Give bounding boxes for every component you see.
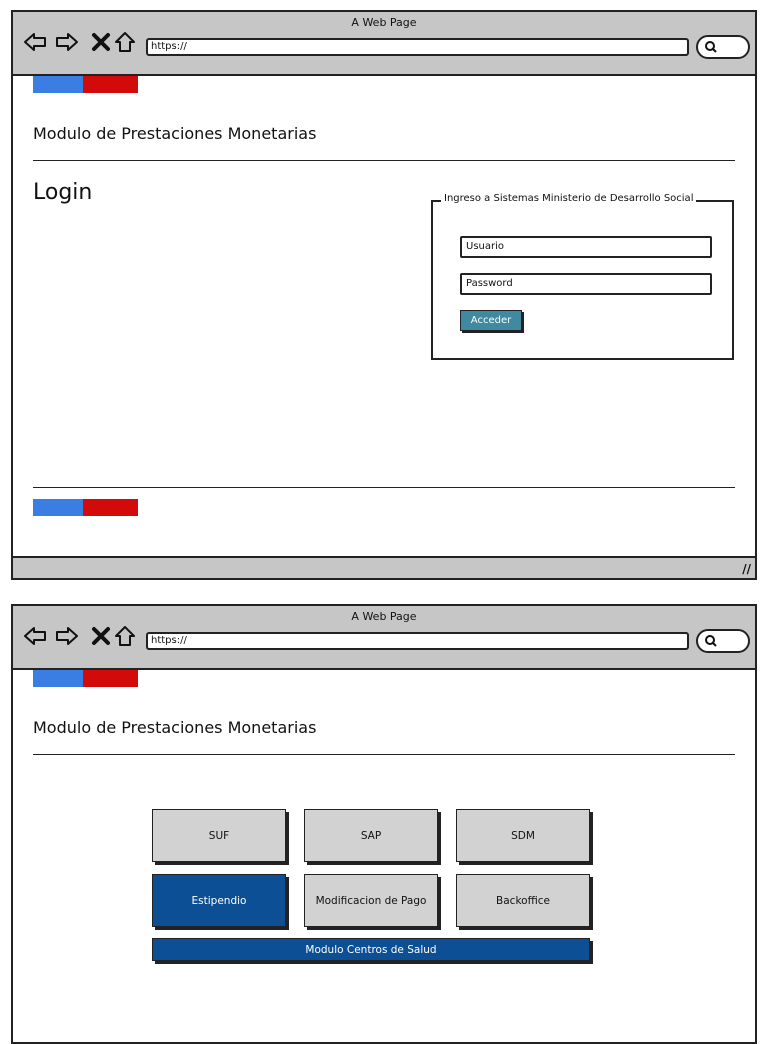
tile-estipendio[interactable]: Estipendio: [152, 874, 286, 927]
back-arrow-icon[interactable]: [23, 30, 47, 54]
forward-arrow-icon[interactable]: [55, 624, 79, 648]
header-divider: [33, 160, 735, 161]
url-bar[interactable]: https://: [146, 632, 689, 650]
browser-chrome: [13, 606, 755, 670]
tile-backoffice[interactable]: Backoffice: [456, 874, 590, 927]
home-icon[interactable]: [113, 624, 137, 648]
footer-flag-logo: [33, 499, 138, 516]
login-panel: [431, 193, 734, 360]
home-icon[interactable]: [113, 30, 137, 54]
close-icon[interactable]: [89, 30, 113, 54]
resize-grip-icon[interactable]: //: [742, 562, 751, 576]
header-flag-logo: [33, 76, 138, 93]
login-button[interactable]: Acceder: [460, 310, 522, 331]
module-title: Modulo de Prestaciones Monetarias: [33, 718, 317, 737]
browser-chrome: [13, 12, 755, 76]
window-title: A Web Page: [351, 16, 417, 29]
tile-suf[interactable]: SUF: [152, 809, 286, 862]
tile-sdm[interactable]: SDM: [456, 809, 590, 862]
header-flag-logo: [33, 670, 138, 687]
tile-modulo-centros-de-salud[interactable]: Modulo Centros de Salud: [152, 938, 590, 961]
search-icon: [704, 40, 718, 54]
search-icon: [704, 634, 718, 648]
header-divider: [33, 754, 735, 755]
login-panel-legend: Ingreso a Sistemas Ministerio de Desarrollo Social: [441, 193, 696, 204]
footer-divider: [33, 487, 735, 488]
password-field[interactable]: Password: [460, 273, 712, 295]
close-icon[interactable]: [89, 624, 113, 648]
search-button[interactable]: [696, 629, 750, 653]
forward-arrow-icon[interactable]: [55, 30, 79, 54]
tile-sap[interactable]: SAP: [304, 809, 438, 862]
module-title: Modulo de Prestaciones Monetarias: [33, 124, 317, 143]
username-field[interactable]: Usuario: [460, 236, 712, 258]
search-button[interactable]: [696, 35, 750, 59]
url-bar[interactable]: https://: [146, 38, 689, 56]
status-bar: [13, 556, 755, 578]
login-heading: Login: [33, 180, 93, 205]
tile-modificacion-de-pago[interactable]: Modificacion de Pago: [304, 874, 438, 927]
browser-window-menu: [11, 604, 757, 1044]
window-title: A Web Page: [351, 610, 417, 623]
back-arrow-icon[interactable]: [23, 624, 47, 648]
browser-window-login: [11, 10, 757, 580]
